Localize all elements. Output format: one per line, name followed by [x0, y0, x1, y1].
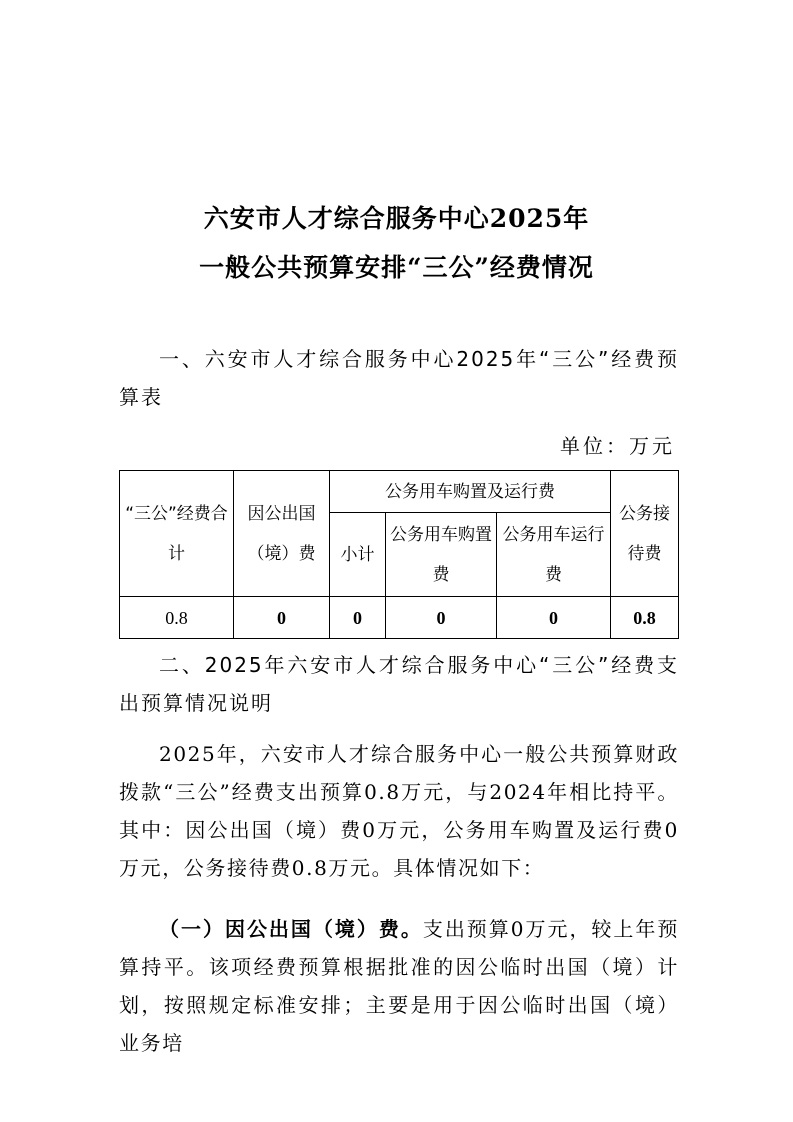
value-reception: 0.8 — [611, 597, 679, 639]
table-row — [120, 597, 679, 639]
header-reception: 公务接待费 — [611, 471, 679, 597]
item-1-title: （一）因公出国（境）费。 — [159, 917, 423, 941]
header-vehicle-running: 公务用车运行费 — [497, 513, 611, 597]
section-2-body: 2025年，六安市人才综合服务中心一般公共预算财政拨款“三公”经费支出预算0.8万元，与2024年相比持平。其中：因公出国（境）费0万元，公务用车购置及运行费0万元，公务接待费0.8万元。具体情况如下： — [119, 742, 679, 880]
section-1-heading: 一、六安市人才综合服务中心2025年“三公”经费预算表 — [119, 347, 679, 409]
value-subtotal: 0 — [330, 597, 386, 639]
header-total: “三公”经费合计 — [120, 471, 234, 597]
document-title-line-1: 六安市人才综合服务中心2025年 — [203, 204, 590, 233]
document-title-line-2: 一般公共预算安排“三公”经费情况 — [199, 253, 594, 282]
value-vehicle-purchase: 0 — [386, 597, 497, 639]
item-1-paragraph — [119, 910, 679, 1062]
three-public-expenses-budget-table — [119, 470, 679, 639]
header-subtotal: 小计 — [330, 513, 386, 597]
section-2-heading: 二、2025年六安市人才综合服务中心“三公”经费支出预算情况说明 — [119, 653, 679, 715]
unit-label: 单位：万元 — [560, 434, 675, 458]
value-vehicle-running: 0 — [497, 597, 611, 639]
value-abroad: 0 — [234, 597, 330, 639]
header-vehicle: 公务用车购置及运行费 — [330, 471, 611, 513]
value-total: 0.8 — [120, 597, 234, 639]
header-abroad: 因公出国（境）费 — [234, 471, 330, 597]
item-1-body: 支出预算0万元，较上年预算持平。该项经费预算根据批准的因公临时出国（境）计划，按照规定标准安排；主要是用于因公临时出国（境）业务培 — [119, 917, 679, 1055]
header-vehicle-purchase: 公务用车购置费 — [386, 513, 497, 597]
